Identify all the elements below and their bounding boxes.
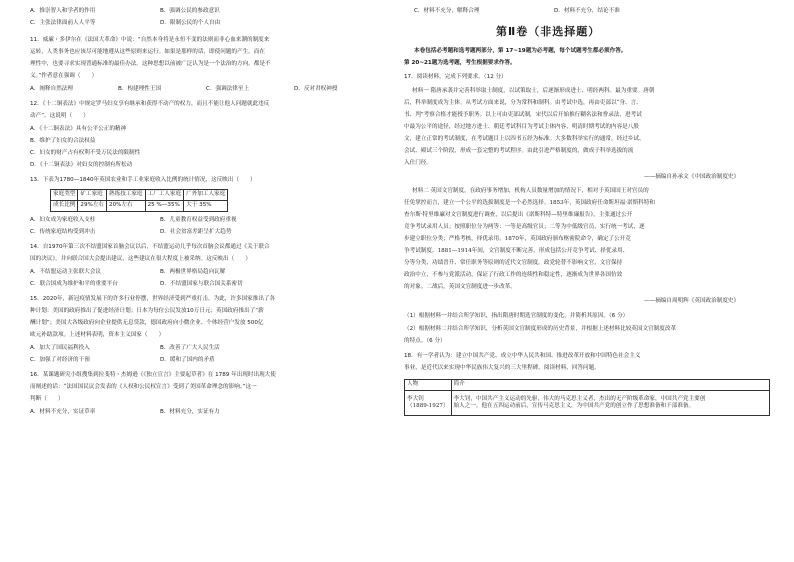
table-cell: 成长比例 <box>51 201 78 212</box>
q15-option-a[interactable]: A．加大了国民福利投入 <box>30 345 90 351</box>
q13-stem: 13．下表为1780—1840年英国农业和手工业家庭收入比例的统计情况，这反映出（ ） <box>30 177 256 183</box>
q14-option-c[interactable]: C．联合国成为维护和平的重要平台 <box>30 281 118 287</box>
q11-option-d[interactable]: D．反对君权神授 <box>294 86 338 92</box>
table-row <box>51 201 228 212</box>
table-header-cell: 熟练技工家庭 <box>107 190 146 201</box>
table-header-cell: 矿工家庭 <box>78 190 107 201</box>
material2-line: 步建立职位分类；严格考核，择优录用。1870年，英国政府颁布枢密院命令，确定了公开竞 <box>404 236 631 242</box>
material2-line: 竞争考试录用人员；按照职位分为两等：一等是高级官员；二等为中低级官员，实行统一考试，逐 <box>404 224 645 230</box>
material1-line: 会试、殿试三个阶段，形成一套完整的考试程序。由此引进严格制度的，做成于科举选拔的流 <box>404 148 634 154</box>
table-header-cell: 工厂工人家庭 <box>145 190 184 201</box>
table-cell: 20%左右 <box>107 201 146 212</box>
person-years: （1889-1927） <box>407 403 449 409</box>
q10-option-c[interactable]: C．主张法律面前人人平等 <box>30 20 96 26</box>
q16-option-a[interactable]: A．材料不充分，实证草率 <box>30 409 96 415</box>
q13-option-b[interactable]: B．儿童教育权益受到政府重视 <box>160 217 237 223</box>
material1-line: 中最为公平的途径，经过地方进士、朝廷考试科目为考试主体内容，明清时期考试的内容是八股 <box>404 124 639 130</box>
intro-line: 始人之一。他在五四运动前后，宣传马克思主义，为中国共产党的创立作了思想准备和干部准备。 <box>453 403 695 409</box>
q18-stem-line: 事业，是近代以来实现中华民族伟大复兴的三大里程碑。阅读材料，回答问题。 <box>404 365 600 371</box>
q12-stem-line: 12．《十二铜表法》中规定罗马妇女享有继承和获得不动产的权力，而且不能让他人问题就此违反 <box>30 101 270 107</box>
q18-table <box>404 379 770 416</box>
section-intro-line: 第 20~21题为选考题，考生根据要求作答。 <box>404 60 516 66</box>
table-cell: 29%左右 <box>78 201 107 212</box>
material1-line: 后，科举制度成为主体。从考试方面来说，分为常科和制科。由考试中选，再由吏部以“身、言、 <box>404 100 642 106</box>
table-cell: 大于 35% <box>184 201 228 212</box>
q14-stem-line: 14．自1970年第三次不结盟国家首脑会议以后，不结盟运动几乎每次首脑会议都通过《关于联合 <box>30 244 270 250</box>
q16-option-d[interactable]: D．材料不充分，结论不准 <box>554 8 620 14</box>
q13-table <box>50 189 228 212</box>
material1-line: 文，建立正常的考试制度，在考试题目上以四书五经为标准。大多数科举实行的通常。经过乡试、 <box>404 136 645 142</box>
table-cell-intro <box>451 391 769 416</box>
q15-stem-line: 种计划：美国的政府推出了促进经济计划；日本为每位公民发放10万日元；英国政府推出了“薪 <box>30 308 264 314</box>
material1-source: ——摘编自孙承文《中国政治制度史》 <box>644 174 740 180</box>
q14-stem-line: 国的决议》，并向联合国大会提出建议，这些建议在很大程度上被采纳。这反映出（ ） <box>30 256 251 262</box>
q18-stem-line: 18．有一学者认为：建立中国共产党、成立中华人民共和国、推进改革开放和中国特色社会主义 <box>404 353 641 359</box>
table-header-row <box>405 380 770 391</box>
table-header-cell: 家庭类型 <box>51 190 78 201</box>
q17-part2-line: 的特点。（6 分） <box>404 338 446 344</box>
q10-option-a[interactable]: A．推崇智人和学者的作用 <box>30 8 96 14</box>
q13-option-d[interactable]: D．社会贫富差距呈扩大趋势 <box>160 229 232 235</box>
material1-line: 入仕门径。 <box>404 160 432 166</box>
material2-line: 任免掌控而言，建立一个公平的选拔制度是一个必然选择。1853年，英国政府任命斯坦福·诺斯科特和 <box>404 200 655 206</box>
q11-option-b[interactable]: B．构建理性王国 <box>118 86 161 92</box>
table-header-cell: 简介 <box>451 380 769 391</box>
section-intro-line: 本卷包括必考题和选考题两部分，第 17~19题为必考题，每个试题考生都必须作答。 <box>414 48 627 54</box>
material2-line: 争考试制度。1881—1914年间，文官制度不断完善，形成包括公开竞争考试、择优录用、 <box>404 248 629 254</box>
person-name: 李大钊 <box>407 395 424 402</box>
table-header-row <box>51 190 228 201</box>
q12-stem-line: 动产”。这说明（ ） <box>30 113 89 119</box>
q16-stem-line: 判断（ ） <box>30 396 64 402</box>
q17-head: 17．阅读材料，完成下列要求。（12 分） <box>404 74 507 80</box>
table-header-cell: 广外加工人家庭 <box>184 190 228 201</box>
section-title: 第Ⅱ卷（非选择题） <box>496 25 601 38</box>
material2-source: ——摘编自周明辉《英国政治制度史》 <box>644 298 740 304</box>
material2-line: 材料二 英国文官制度，在政府事务增加，机构人员数量增加的情况下，相对于英国国王对官员的 <box>412 188 649 194</box>
q13-option-a[interactable]: A．妇女成为家庭收入支柱 <box>30 217 96 223</box>
q11-option-c[interactable]: C．强调法律至上 <box>206 86 250 92</box>
material2-line: 的对象。二战后，英国文官制度进一步改革。 <box>404 284 516 290</box>
material1-line: 书、判”考察合格才能授予职务。以上可由吏部试制，宋代以后开始推行糊名法和誊录法，进考试 <box>404 112 642 118</box>
q15-stem-line: 欧元补助款项。上述材料表明，资本主义国家（ ） <box>30 332 165 338</box>
q16-stem-line: 16．某课题研究小组搜集到拉斐特・杰姆逊《《独立宣言》主要起草者》在 1789 年出现时出现大使 <box>30 372 276 378</box>
q15-stem-line: 15．2020年，新冠疫情发展下的许多行业停摆，世界经济受到严重打击。为此，许多国家推出了各 <box>30 296 276 302</box>
intro-line: 李大钊，中国共产主义运动的先驱，伟大的马克思主义者，杰出的无产阶级革命家，中国共产党主要创 <box>453 395 706 402</box>
q16-option-b[interactable]: B．材料充分，实证有力 <box>160 409 220 415</box>
q16-option-c[interactable]: C．材料不充分，解释合理 <box>414 8 480 14</box>
q11-stem-line: 运转，人类事务也应该尽可能地遵从这些原则来运行。如果是那样的话，即使问题的产生，而在 <box>30 49 265 55</box>
table-cell: 25 %—35% <box>145 201 184 212</box>
q14-option-b[interactable]: B．两极世界格局趋向瓦解 <box>160 269 226 275</box>
q15-option-d[interactable]: D．缓和了国内的矛盾 <box>160 357 215 363</box>
material2-line: 查尔斯·特里维廉对文官制度进行调查，以后提出《诺斯科特—特里维廉报告》，主张通过公开 <box>404 212 633 218</box>
table-header-cell: 人物 <box>405 380 452 391</box>
material2-line: 政治中立，不参与党派活动，保证了行政工作的连续性和稳定性，逐渐成为世界各国仿效 <box>404 272 623 278</box>
q12-option-c[interactable]: C．妇女的财产占有权利不受万民法的限制性 <box>30 150 141 156</box>
q14-option-a[interactable]: A．不结盟运动主张联大会议 <box>30 269 101 275</box>
table-cell-person <box>405 391 452 416</box>
q15-option-c[interactable]: C．加强了对经济的干预 <box>30 357 90 363</box>
q12-option-a[interactable]: A．《十二铜表法》具有公平公正的精神 <box>30 126 127 132</box>
table-row <box>405 391 770 416</box>
q12-option-d[interactable]: D．《十二铜表法》对妇女的控制有所松动 <box>30 162 133 168</box>
q11-stem-line: 11．威廉・多伊尔在《法国大革命》中说：“自然本身将是永恒不变的法则而非心血来潮的制度来 <box>30 37 270 43</box>
q12-option-b[interactable]: B．维护了妇女的合法权益 <box>30 138 96 144</box>
q17-part1: （1）根据材料一并结合所学知识，指出隋唐时期选官制度的变化，并简析其原因。（6 分） <box>404 313 629 319</box>
q11-option-a[interactable]: A．阐释自然法理 <box>30 86 73 92</box>
q15-option-b[interactable]: B．改善了广大人民生活 <box>160 345 220 351</box>
q14-option-d[interactable]: D．不结盟国家与联合国关系密切 <box>160 281 243 287</box>
q10-option-b[interactable]: B．强调公民的参政意识 <box>160 8 220 14</box>
material1-line: 材料一 隋唐承袭并完善科举取士制度，以试策取士，后逐渐形成进士、明经两科。最为重要。唐朝 <box>412 88 655 94</box>
q10-option-d[interactable]: D．限制公民的个人自由 <box>160 20 221 26</box>
material2-line: 分等分类、功绩晋升、常任职务等原则的近代文官制度。政党轮替不影响文官，文官保持 <box>404 260 623 266</box>
q16-stem-line: 而阐述的话：“法国国民议会发表的《人权和公民权宣言》受到了美国革命理念的影响。”这一 <box>30 384 257 390</box>
q11-stem-line: 理性中，也要寻求实现普通标准的最佳办法。这种思想以前被广泛认为是一个法治的方向。都是不 <box>30 61 271 67</box>
q13-option-c[interactable]: C．传统家庭结构受到冲击 <box>30 229 96 235</box>
q15-stem-line: 酬计划”；美国大各级政府向企业提供无息贷款，德国政府向小微企业、个体经营户发放 500亿 <box>30 320 264 326</box>
q17-part2-line: （2）根据材料二并结合所学知识，分析英国文官制度形成的历史背景，并根据上述材料比较英国文官制度改革 <box>404 326 677 332</box>
q11-stem-line: 义。”作者意在强调（ ） <box>30 73 98 79</box>
